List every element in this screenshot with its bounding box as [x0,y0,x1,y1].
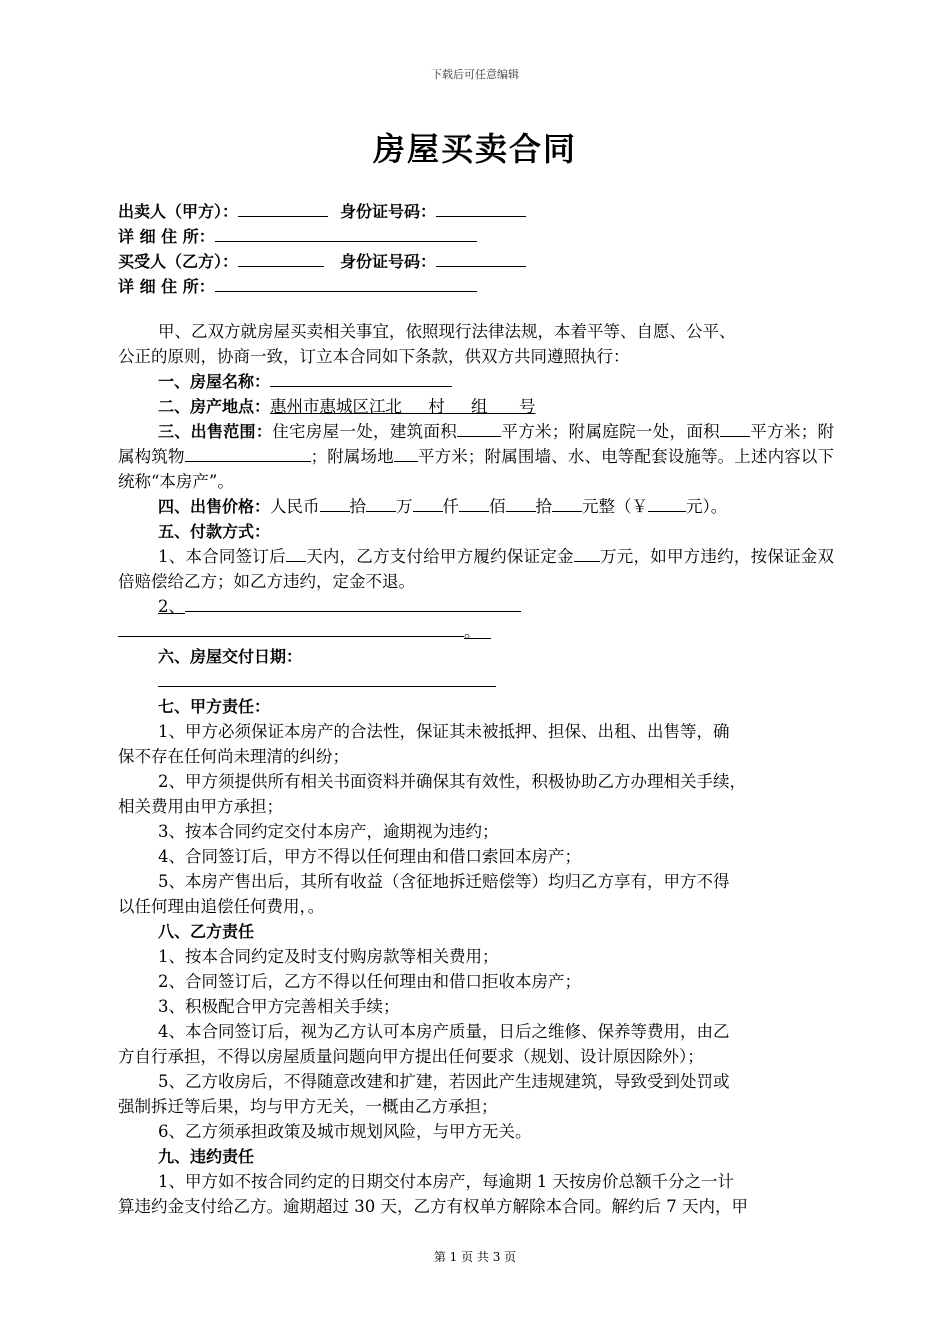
payment-item-2 [118,594,834,619]
price-prefix: 人民币 [270,497,320,516]
buyer-line [118,248,838,273]
payment-1-text-a: 1、本合同签订后 [158,547,286,566]
s8-line: 3、积极配合甲方完善相关手续； [158,997,400,1016]
price-suffix: 元）。 [686,497,728,516]
structures-blank[interactable] [185,444,311,462]
payment-2-blank-cont[interactable] [118,619,464,637]
deposit-amount-blank[interactable] [574,544,600,562]
buyer-address-blank[interactable] [215,273,477,292]
header-note: 下载后可任意编辑 [431,68,519,81]
seller-id-blank[interactable] [436,198,526,217]
preamble-line-1: 甲、乙双方就房屋买卖相关事宜，依照现行法律法规，本着平等、自愿、公平、 [158,322,736,341]
payment-item-1 [118,544,834,594]
section-3-text-1: 住宅房屋一处，建筑面积 [272,422,458,441]
payment-item-2-cont [118,619,834,644]
price-blank-5[interactable] [506,494,536,512]
section-7-heading: 七、甲方责任： [158,697,271,716]
s7-line: 以任何理由追偿任何费用，。 [118,897,325,916]
location-value: 惠州市惠城区江北 [270,397,403,416]
buyer-id-label: 身份证号码： [340,252,437,271]
location-village: 村 [428,397,445,416]
section-5 [118,519,834,544]
location-number: 号 [518,397,536,416]
courtyard-area-blank[interactable] [720,419,750,437]
payment-1-text-b: 天内，乙方支付给甲方履约保证定金 [305,547,574,566]
seller-name-blank[interactable] [238,198,328,217]
section-4-heading: 四、出售价格： [158,497,271,516]
section-3-text-6: 套设施等。上述内容以下统称“本房产”。 [118,447,835,491]
payment-1-text-c: 万元，如甲方违约， [599,547,751,566]
page-footer: 第 1 页 共 3 页 [433,1250,517,1264]
unit-qian: 仟 [442,497,460,516]
deposit-days-blank[interactable] [286,544,306,562]
s7-line: 1、甲方必须保证本房产的合法性，保证其未被抵押、担保、出租、出售等，确 [158,722,730,741]
unit-yuan: 元整（￥ [582,497,649,516]
payment-2-label: 2、 [158,597,185,616]
section-3-heading: 三、出售范围： [158,422,273,441]
s7-line: 保不存在任何尚未理清的纠纷； [118,747,349,766]
house-name-blank[interactable] [270,369,452,387]
site-area-blank[interactable] [394,444,418,462]
seller-address-label: 详 细 住 所： [118,227,215,246]
s8-line: 强制拆迁等后果，均与甲方无关，一概由乙方承担； [118,1097,498,1116]
parties-block [118,198,838,298]
s8-line: 方自行承担，不得以房屋质量问题向甲方提出任何要求（规划、设计原因除外）； [118,1047,704,1066]
s7-line: 4、合同签订后，甲方不得以任何理由和借口索回本房产； [158,847,581,866]
delivery-date-blank[interactable] [158,669,496,687]
section-9-heading: 九、违约责任 [158,1147,255,1166]
s7-line: 相关费用由甲方承担； [118,797,283,816]
price-blank-2[interactable] [366,494,396,512]
section-3-text-3: 平方米；附属构筑物 [118,422,835,466]
section-3-text-5: 平方米；附属围墙、水、电等配 [417,447,652,466]
s8-line: 4、本合同签订后，视为乙方认可本房产质量，日后之维修、保养等费用，由乙 [158,1022,730,1041]
building-area-blank[interactable] [457,419,501,437]
s7-line: 3、按本合同约定交付本房产，逾期视为违约； [158,822,499,841]
s8-line: 1、按本合同约定及时支付购房款等相关费用； [158,947,499,966]
delivery-date-line [118,669,834,694]
preamble-line-2: 公正的原则，协商一致，订立本合同如下条款，供双方共同遵照执行： [118,347,630,366]
seller-address-blank[interactable] [215,223,477,242]
payment-1-text-d: 按保证金双倍赔偿给乙方；如乙方违约，定金不退。 [118,547,835,591]
section-8-heading: 八、乙方责任 [158,922,255,941]
unit-shi-1: 拾 [349,497,367,516]
s8-line: 2、合同签订后，乙方不得以任何理由和借口拒收本房产； [158,972,581,991]
document-title: 房屋买卖合同 [372,130,577,168]
s7-line: 2、甲方须提供所有相关书面资料并确保其有效性，积极协助乙方办理相关手续， [158,772,746,791]
section-6 [118,644,834,669]
unit-bai: 佰 [489,497,506,516]
unit-wan: 万 [396,497,413,516]
s8-line: 5、乙方收房后，不得随意改建和扩建，若因此产生违规建筑，导致受到处罚或 [158,1072,730,1091]
unit-shi-2: 拾 [535,497,553,516]
section-2-heading: 二、房产地点： [158,397,271,416]
section-2 [118,394,834,419]
seller-line [118,198,838,223]
s8-line: 6、乙方须承担政策及城市规划风险，与甲方无关。 [158,1122,532,1141]
payment-2-end: 。 [464,622,481,641]
buyer-address-line [118,273,838,298]
seller-address-line [118,223,838,248]
s9-line: 算违约金支付给乙方。逾期超过 30 天，乙方有权单方解除本合同。解约后 7 天内，甲 [118,1197,748,1216]
price-blank-3[interactable] [413,494,443,512]
section-1 [118,369,834,394]
buyer-id-blank[interactable] [436,248,526,267]
seller-label: 出卖人（甲方）： [118,202,239,221]
price-blank-6[interactable] [552,494,582,512]
price-number-blank[interactable] [648,494,686,512]
s7-line: 5、本房产售出后，其所有收益（含征地拆迁赔偿等）均归乙方享有，甲方不得 [158,872,730,891]
section-7 [118,694,834,719]
seller-id-label: 身份证号码： [340,202,437,221]
s9-line: 1、甲方如不按合同约定的日期交付本房产，每逾期 1 天按房价总额千分之一计 [158,1172,734,1191]
location-group: 组 [470,397,488,416]
section-1-heading: 一、房屋名称： [158,372,271,391]
section-5-heading: 五、付款方式： [158,522,271,541]
contract-body [118,319,834,1219]
buyer-label: 买受人（乙方）： [118,252,239,271]
section-3 [118,419,834,494]
section-3-text-4: ；附属场地 [310,447,394,466]
section-8 [118,919,834,944]
section-3-text-2: 平方米；附属庭院一处，面积 [501,422,720,441]
payment-2-blank[interactable] [185,594,521,612]
buyer-name-blank[interactable] [238,248,324,267]
section-9 [118,1144,834,1169]
section-6-heading: 六、房屋交付日期： [158,647,303,666]
section-4 [118,494,834,519]
price-blank-4[interactable] [459,494,489,512]
buyer-address-label: 详 细 住 所： [118,277,215,296]
price-blank-1[interactable] [320,494,350,512]
